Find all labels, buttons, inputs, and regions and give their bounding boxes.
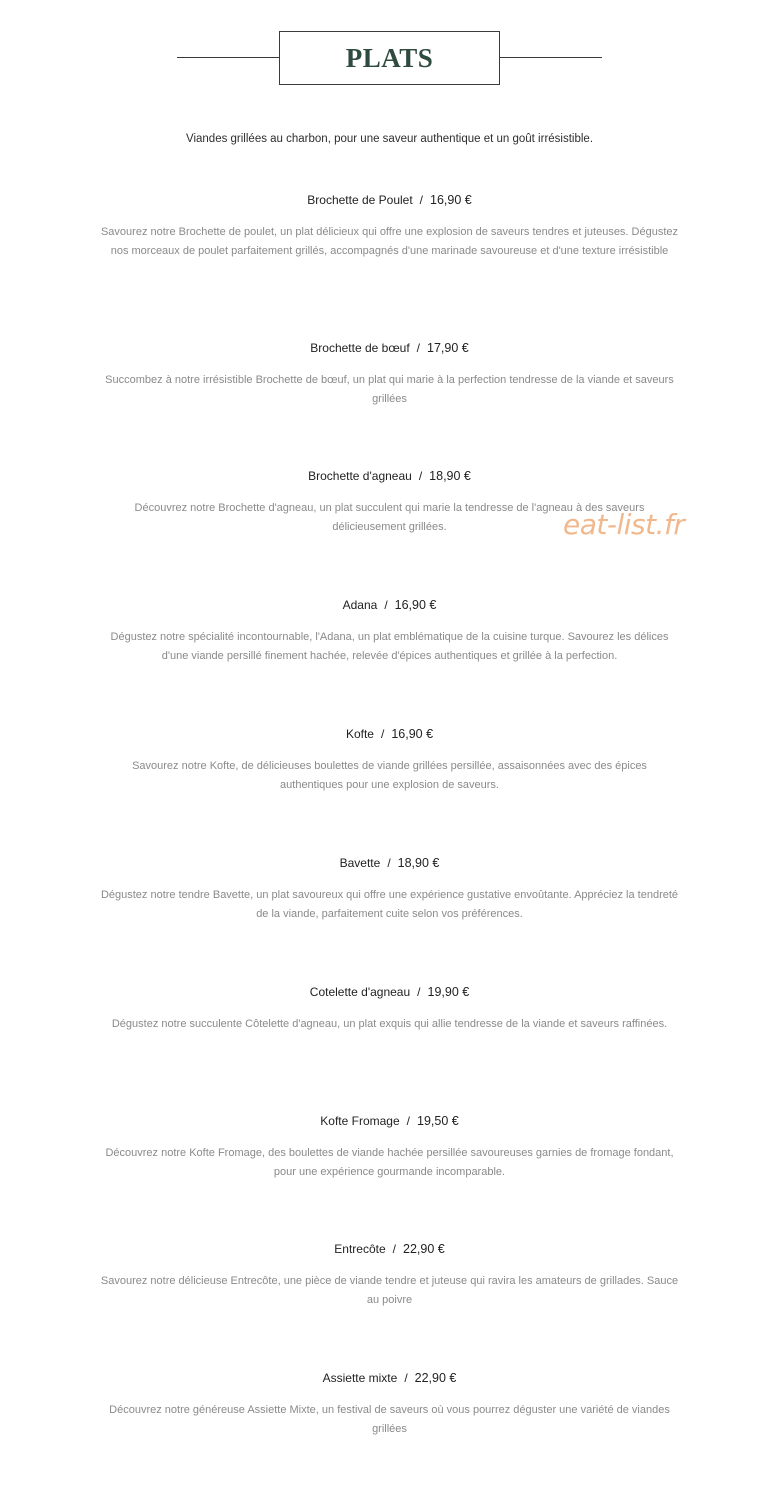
- dish-price: 17,90 €: [427, 341, 469, 355]
- dish-heading: [100, 1242, 679, 1256]
- dish-description: Savourez notre Kofte, de délicieuses boulettes de viande grillées persillée, assaisonnées avec des épices authentiques pour une explosion de saveurs.: [132, 760, 647, 791]
- dish-name: Brochette de bœuf: [310, 341, 410, 355]
- dish-heading: [100, 985, 679, 999]
- dish-separator: /: [416, 341, 420, 355]
- dish-description: Découvrez notre Brochette d'agneau, un plat succulent qui marie la tendresse de l'agneau à des saveurs délicieusement grillées.: [134, 502, 645, 533]
- dish-item: [100, 341, 679, 409]
- dish-price: 22,90 €: [414, 1371, 457, 1385]
- dish-name: Brochette d'agneau: [308, 469, 412, 483]
- dish-name: Adana: [342, 598, 378, 612]
- section-header: [0, 31, 779, 85]
- dish-separator: /: [380, 727, 385, 741]
- dish-price: 19,50 €: [417, 1114, 459, 1128]
- dish-separator: /: [384, 598, 388, 612]
- dish-description: Dégustez notre spécialité incontournable, l'Adana, un plat emblématique de la cuisine turque. Savourez les délices d'une viande persillé finement hachée, relevée d'épices authentiques et grillée à la perfection.: [110, 631, 669, 662]
- dish-description: Savourez notre délicieuse Entrecôte, une pièce de viande tendre et juteuse qui ravira les amateurs de grillades. Sauce au poivre: [100, 1275, 679, 1306]
- dish-separator: /: [404, 1371, 408, 1385]
- dish-price: 16,90 €: [391, 727, 434, 741]
- dish-item: [100, 985, 679, 1034]
- dish-name: Entrecôte: [334, 1242, 386, 1256]
- dish-separator: /: [392, 1242, 396, 1256]
- dish-separator: /: [418, 469, 423, 483]
- dish-item: [100, 1371, 679, 1439]
- dish-price: 16,90 €: [394, 598, 437, 612]
- dish-name: Cotelette d'agneau: [309, 985, 411, 999]
- dish-name: Bavette: [339, 856, 381, 870]
- dish-price: 22,90 €: [403, 1242, 445, 1256]
- watermark: eat-list.fr: [563, 508, 685, 541]
- dish-description: Découvrez notre généreuse Assiette Mixte, un festival de saveurs où vous pourrez déguster une variété de viandes grillées: [109, 1404, 670, 1435]
- dish-heading: [100, 341, 679, 355]
- dish-description: Succombez à notre irrésistible Brochette de bœuf, un plat qui marie à la perfection tendresse de la viande et saveurs grillées: [105, 374, 674, 405]
- dish-name: Assiette mixte: [322, 1371, 398, 1385]
- dish-item: [100, 1114, 679, 1182]
- dish-item: [100, 598, 679, 666]
- dish-description: Dégustez notre succulente Côtelette d'agneau, un plat exquis qui allie tendresse de la viande et saveurs raffinées.: [111, 1018, 668, 1030]
- dish-description: Dégustez notre tendre Bavette, un plat savoureux qui offre une expérience gustative envoûtante. Appréciez la tendreté de la viande, parfaitement cuite selon vos préférences.: [100, 889, 679, 920]
- dish-separator: /: [419, 193, 424, 207]
- section-title: PLATS: [345, 42, 434, 73]
- dish-item: [100, 727, 679, 795]
- dish-heading: [100, 856, 679, 870]
- header-rule-left: [177, 57, 279, 58]
- dish-separator: /: [387, 856, 391, 870]
- dish-item: [100, 193, 679, 261]
- dish-heading: [100, 598, 679, 612]
- dish-name: Kofte Fromage: [320, 1114, 400, 1128]
- dish-heading: [100, 193, 679, 207]
- dish-price: 18,90 €: [429, 469, 471, 483]
- header-rule-right: [500, 57, 602, 58]
- title-frame: [279, 31, 500, 85]
- section-intro: Viandes grillées au charbon, pour une saveur authentique et un goût irrésistible.: [185, 133, 594, 145]
- dish-heading: [100, 727, 679, 741]
- dish-price: 16,90 €: [430, 193, 472, 207]
- dish-separator: /: [406, 1114, 410, 1128]
- dish-description: Découvrez notre Kofte Fromage, des boulettes de viande hachée persillée savoureuses garnies de fromage fondant, pour une expérience gourmande incomparable.: [105, 1147, 674, 1178]
- dish-description: Savourez notre Brochette de poulet, un plat délicieux qui offre une explosion de saveurs tendres et juteuses. Dégustez nos morceaux de poulet parfaitement grillés, accompagnés d'une marinade savoureuse et d'une texture irrésistible: [100, 226, 679, 257]
- dish-name: Kofte: [345, 727, 374, 741]
- dish-heading: [100, 469, 679, 483]
- dish-item: [100, 856, 679, 924]
- dish-separator: /: [417, 985, 421, 999]
- dish-heading: [100, 1371, 679, 1385]
- dish-name: Brochette de Poulet: [307, 193, 413, 207]
- dish-price: 19,90 €: [427, 985, 470, 999]
- dish-price: 18,90 €: [397, 856, 440, 870]
- dish-item: [100, 1242, 679, 1310]
- dish-heading: [100, 1114, 679, 1128]
